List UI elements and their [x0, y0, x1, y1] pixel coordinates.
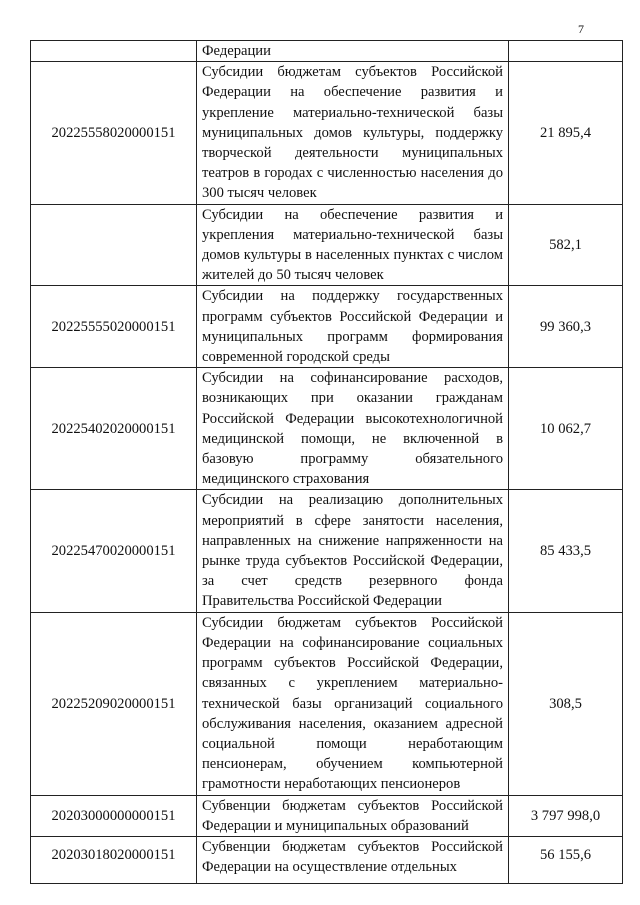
description-cell: Субсидии на поддержку государственных программ субъектов Российской Федерации и муниципальных программ формирования современной городской среды: [197, 286, 509, 368]
description-cell: Субсидии бюджетам субъектов Российской Федерации на софинансирование социальных программ субъектов Российской Федерации, связанных с укреплением материально-технической базы организаций социального обслуживания населения, оказанием адресной социальной помощи неработающим пенсионерам, обучением компьютерной грамотности неработающих пенсионеров: [197, 612, 509, 795]
table-row: [31, 612, 623, 795]
amount-cell: 56 155,6: [509, 836, 623, 883]
budget-code-cell: 20225555020000151: [31, 286, 197, 368]
budget-code-cell: 20225402020000151: [31, 368, 197, 490]
table-row: [31, 368, 623, 490]
table-row: [31, 795, 623, 836]
description-cell: Субсидии на софинансирование расходов, возникающих при оказании гражданам Российской Федерации высокотехнологичной медицинской помощи, не включенной в базовую программу обязательного медицинского страхования: [197, 368, 509, 490]
budget-code-cell: 20225470020000151: [31, 490, 197, 612]
amount-cell: 10 062,7: [509, 368, 623, 490]
table-row: [31, 204, 623, 286]
amount-cell: [509, 41, 623, 62]
budget-code-cell: 20225558020000151: [31, 62, 197, 204]
budget-code-cell: 20203018020000151: [31, 836, 197, 883]
description-cell: Субсидии на обеспечение развития и укрепления материально-технической базы домов культуры в населенных пунктах с числом жителей до 50 тысяч человек: [197, 204, 509, 286]
budget-code-cell: 20225209020000151: [31, 612, 197, 795]
budget-code-cell: 20203000000000151: [31, 795, 197, 836]
budget-code-cell: [31, 204, 197, 286]
table-row: [31, 286, 623, 368]
table-row: [31, 62, 623, 204]
amount-cell: 3 797 998,0: [509, 795, 623, 836]
page-number: 7: [578, 22, 584, 36]
amount-cell: 85 433,5: [509, 490, 623, 612]
table-row: [31, 41, 623, 62]
table-row: [31, 490, 623, 612]
amount-cell: 308,5: [509, 612, 623, 795]
description-cell: Субсидии бюджетам субъектов Российской Федерации на обеспечение развития и укрепление материально-технической базы муниципальных домов культуры, поддержку творческой деятельности муниципальных театров в городах с численностью населения до 300 тысяч человек: [197, 62, 509, 204]
amount-cell: 99 360,3: [509, 286, 623, 368]
table-row: [31, 836, 623, 883]
description-cell: Субвенции бюджетам субъектов Российской Федерации и муниципальных образований: [197, 795, 509, 836]
description-cell: Федерации: [197, 41, 509, 62]
amount-cell: 21 895,4: [509, 62, 623, 204]
description-cell: Субвенции бюджетам субъектов Российской Федерации на осуществление отдельных: [197, 836, 509, 883]
budget-revenue-table: [30, 40, 623, 884]
budget-code-cell: [31, 41, 197, 62]
amount-cell: 582,1: [509, 204, 623, 286]
description-cell: Субсидии на реализацию дополнительных мероприятий в сфере занятости населения, направленных на снижение напряженности на рынке труда субъектов Российской Федерации, за счет средств резервного фонда Правительства Российской Федерации: [197, 490, 509, 612]
